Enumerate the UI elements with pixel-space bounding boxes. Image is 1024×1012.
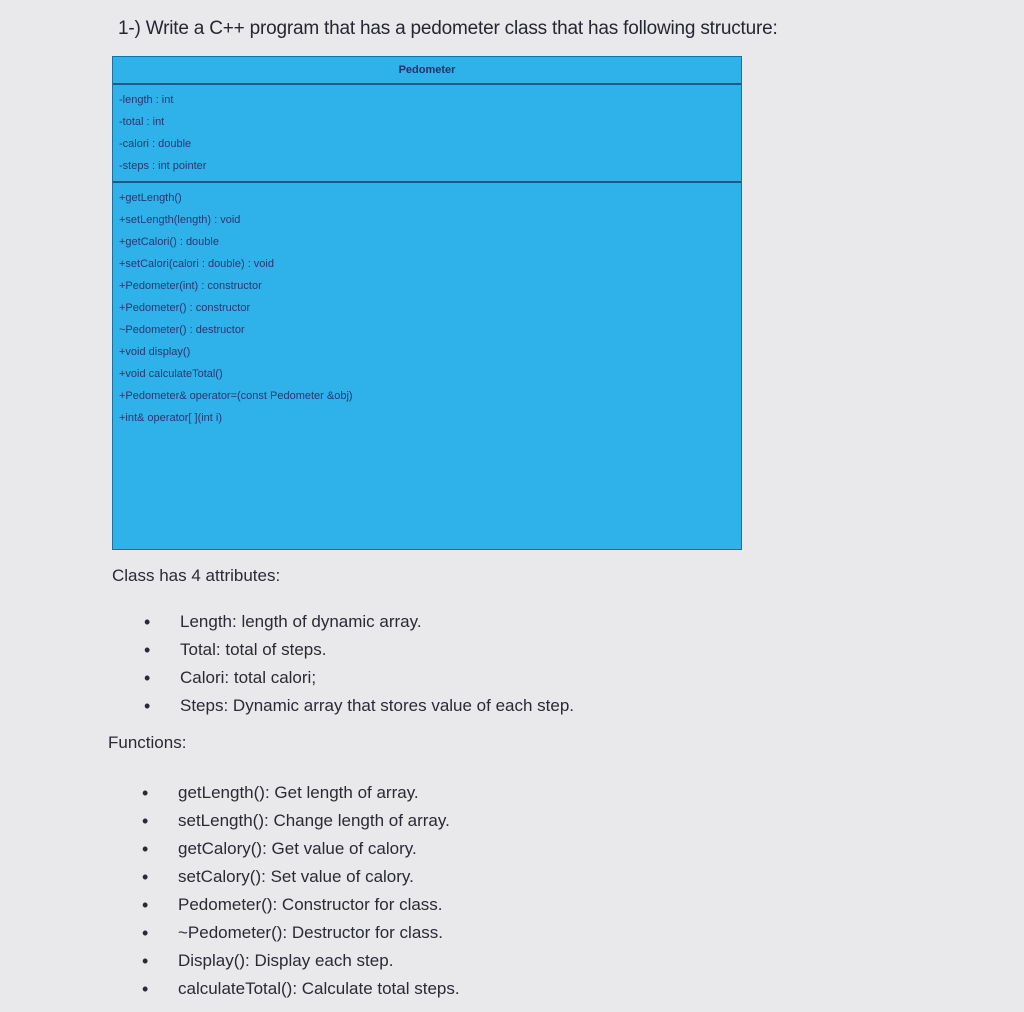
list-item: • Total: total of steps. [144, 636, 574, 664]
uml-class-diagram [112, 56, 742, 550]
uml-attribute: -total : int [119, 116, 165, 128]
uml-method: +void calculateTotal() [119, 368, 223, 380]
functions-heading: Functions: [108, 733, 187, 752]
functions-list [142, 779, 460, 1003]
uml-method: +getCalori() : double [119, 236, 219, 248]
list-item: • getLength(): Get length of array. [142, 779, 460, 807]
attributes-list [144, 608, 574, 720]
list-item: • setLength(): Change length of array. [142, 807, 460, 835]
uml-attributes-section [113, 85, 741, 183]
list-item: • Display(): Display each step. [142, 947, 460, 975]
list-item: • Pedometer(): Constructor for class. [142, 891, 460, 919]
list-item: • Calori: total calori; [144, 664, 574, 692]
uml-class-name: Pedometer [113, 57, 741, 85]
uml-attribute: -length : int [119, 94, 174, 106]
uml-method: +getLength() [119, 192, 182, 204]
list-item: • getCalory(): Get value of calory. [142, 835, 460, 863]
list-item: • ~Pedometer(): Destructor for class. [142, 919, 460, 947]
list-item: • calculateTotal(): Calculate total steps. [142, 975, 460, 1003]
question-text: 1-) Write a C++ program that has a pedometer class that has following structure: [118, 18, 778, 39]
list-item: • Length: length of dynamic array. [144, 608, 574, 636]
uml-method: +Pedometer(int) : constructor [119, 280, 262, 292]
list-item: • Steps: Dynamic array that stores value of each step. [144, 692, 574, 720]
uml-method: +Pedometer() : constructor [119, 302, 251, 314]
attributes-heading: Class has 4 attributes: [112, 566, 281, 585]
uml-attribute: -calori : double [119, 138, 192, 150]
uml-method: +void display() [119, 346, 191, 358]
uml-method: +Pedometer& operator=(const Pedometer &obj) [119, 390, 353, 402]
uml-attribute: -steps : int pointer [119, 160, 207, 172]
uml-method: +setCalori(calori : double) : void [119, 258, 274, 270]
uml-method: +setLength(length) : void [119, 214, 241, 226]
list-item: • setCalory(): Set value of calory. [142, 863, 460, 891]
uml-method: +int& operator[ ](int i) [119, 412, 223, 424]
uml-method: ~Pedometer() : destructor [119, 324, 245, 336]
uml-methods-section [113, 183, 741, 433]
